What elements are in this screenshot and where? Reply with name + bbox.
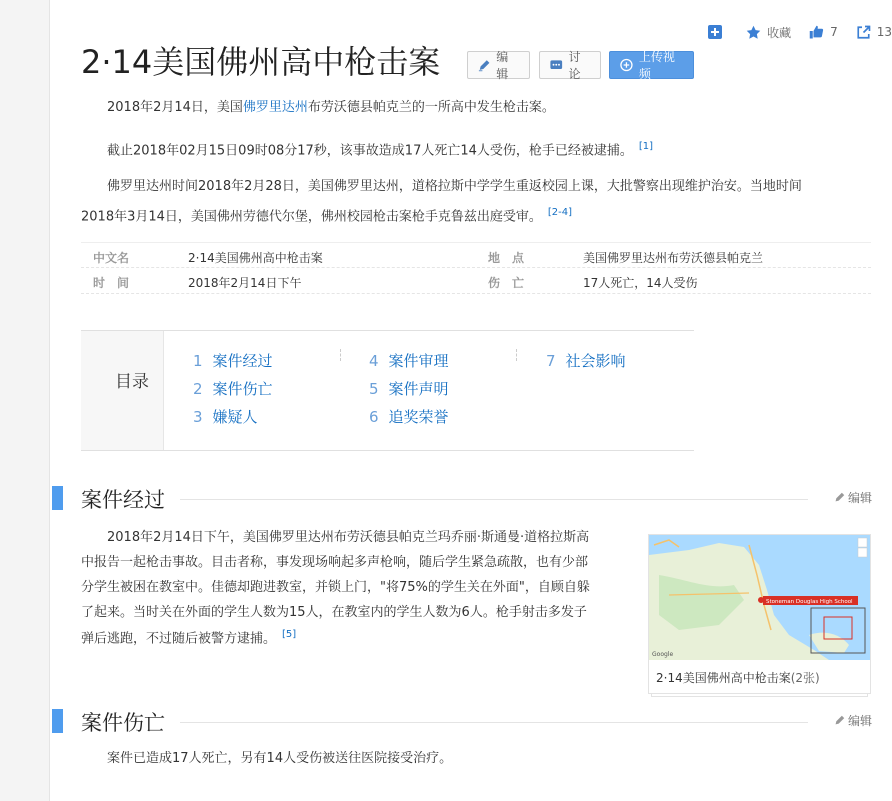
intro-paragraph-3-cont (81, 200, 856, 230)
map-image (649, 535, 870, 660)
star-icon (746, 25, 761, 40)
text-line: 了起来。当时关在外面的学生人数为15人，在教室内的学生人数为6人。枪手射击多发子 (81, 605, 587, 620)
collect-button[interactable] (746, 24, 791, 41)
upload-label: 上传视频 (638, 50, 675, 81)
toc-label-text: 社会影响 (565, 352, 626, 370)
section-edit-label: 编辑 (847, 714, 872, 728)
toc-num: 4 (369, 352, 379, 370)
map-logo: Google (652, 651, 674, 658)
upload-video-button[interactable] (609, 51, 694, 79)
intro-paragraph-3 (81, 174, 856, 200)
image-card[interactable] (648, 534, 871, 694)
info-value: 2018年2月14日下午 (188, 276, 302, 290)
map-marker-label: Stoneman Douglas High School (766, 599, 853, 605)
toc-item[interactable] (193, 406, 258, 427)
section1-paragraph (81, 525, 626, 551)
florida-link[interactable]: 佛罗里达州 (242, 100, 308, 115)
info-key: 地 点 (488, 251, 525, 265)
toc-label-text: 追奖荣誉 (388, 408, 449, 426)
section1-paragraph-line (81, 575, 626, 601)
intro-paragraph-1 (81, 95, 856, 121)
toc-label-box (81, 331, 164, 450)
intro-p3-line2: 2018年3月14日，美国佛州劳德代尔堡，佛州校园枪击案枪手克鲁兹出庭受审。 (81, 209, 542, 225)
discuss-label: 讨论 (568, 50, 581, 81)
section1-paragraph-line (81, 622, 626, 652)
toc-num: 3 (193, 408, 203, 426)
section-header-casualties (52, 709, 872, 735)
info-row (81, 268, 871, 294)
image-count: (2张) (790, 671, 820, 685)
info-row (81, 242, 871, 268)
info-value: 美国佛罗里达州布劳沃德县帕克兰 (583, 251, 764, 265)
section2-paragraph (81, 746, 856, 772)
section-edit-label: 编辑 (847, 491, 872, 505)
thumbs-up-icon (809, 25, 824, 40)
section-title: 案件伤亡 (81, 711, 165, 735)
basic-info-table (81, 242, 871, 294)
plus-icon (708, 25, 722, 39)
toc-item[interactable] (369, 350, 449, 371)
toc-item[interactable] (369, 406, 449, 427)
page-title: 2·14美国佛州高中枪击案 (81, 43, 441, 81)
toc-label-text: 案件声明 (388, 380, 449, 398)
info-key: 伤 亡 (488, 276, 525, 290)
toc-label: 目录 (115, 372, 149, 392)
toc-item[interactable] (193, 350, 273, 371)
toc-label-text: 嫌疑人 (212, 408, 258, 426)
section-edit-button[interactable] (834, 489, 872, 506)
section-accent-bar (52, 709, 63, 733)
text-line: 案件已造成17人死亡，另有14人受伤被送往医院接受治疗。 (107, 751, 453, 766)
toc-item[interactable] (546, 350, 626, 371)
toc-item[interactable] (369, 378, 449, 399)
pencil-icon (834, 715, 845, 726)
text-line: 中报告一起枪击事故。目击者称，事发现场响起多声枪响，随后学生紧急疏散，也有少部 (81, 555, 589, 570)
toc-label-text: 案件审理 (388, 352, 449, 370)
section-header-case-process (52, 486, 872, 512)
top-toolbar (690, 22, 892, 42)
left-gutter (0, 0, 50, 801)
info-key: 时 间 (93, 276, 130, 290)
toc-num: 2 (193, 380, 203, 398)
toc-num: 5 (369, 380, 379, 398)
share-icon (856, 25, 871, 40)
toc-num: 1 (193, 352, 203, 370)
reference-5[interactable]: [5] (282, 629, 297, 640)
share-button[interactable] (856, 25, 892, 40)
pencil-icon (834, 492, 845, 503)
section-title: 案件经过 (81, 488, 165, 512)
image-stack-edge (651, 694, 868, 697)
like-button[interactable] (809, 25, 838, 40)
toc-label-text: 案件伤亡 (212, 380, 273, 398)
image-caption-text: 2·14美国佛州高中枪击案 (656, 671, 791, 685)
toc-item[interactable] (193, 378, 273, 399)
section1-paragraph-line (81, 550, 626, 576)
table-of-contents (81, 330, 694, 451)
text-line: 2018年2月14日下午，美国佛罗里达州布劳沃德县帕克兰玛乔丽·斯通曼·道格拉斯高 (107, 530, 590, 545)
toc-label-text: 案件经过 (212, 352, 273, 370)
upload-plus-icon (620, 58, 633, 72)
collect-label: 收藏 (767, 25, 792, 40)
info-key: 中文名 (93, 251, 130, 265)
like-count: 7 (830, 25, 838, 39)
toc-divider (340, 349, 341, 361)
intro-paragraph-2 (81, 134, 856, 164)
intro-p2-text: 截止2018年02月15日09时08分17秒，该事故造成17人死亡14人受伤，枪手已经被逮捕。 (107, 143, 633, 159)
share-count: 13 (876, 25, 892, 39)
section-divider (180, 722, 808, 723)
reference-2-4[interactable]: [2-4] (547, 207, 573, 218)
toc-divider (516, 349, 517, 361)
info-value: 17人死亡，14人受伤 (583, 276, 698, 290)
image-caption (656, 669, 820, 686)
pencil-icon (478, 59, 490, 72)
reference-1[interactable]: [1] (638, 141, 654, 152)
intro-p1-prefix: 2018年2月14日，美国 (107, 100, 243, 115)
toc-num: 6 (369, 408, 379, 426)
edit-button[interactable] (467, 51, 530, 79)
text-line: 弹后逃跑，不过随后被警方逮捕。 (81, 631, 277, 647)
intro-p1-suffix: 布劳沃德县帕克兰的一所高中发生枪击案。 (307, 100, 555, 115)
section-edit-button[interactable] (834, 712, 872, 729)
discuss-button[interactable] (539, 51, 601, 79)
edit-label: 编辑 (496, 50, 509, 81)
info-value: 2·14美国佛州高中枪击案 (188, 251, 323, 265)
section-divider (180, 499, 808, 500)
section-accent-bar (52, 486, 63, 510)
comment-icon (550, 59, 563, 72)
toc-num: 7 (546, 352, 556, 370)
text-line: 分学生被困在教室中。佳德却跑进教室，并锁上门，"将75%的学生关在外面"，自顾自躲 (81, 580, 590, 595)
intro-p3-line1: 佛罗里达州时间2018年2月28日，美国佛罗里达州，道格拉斯中学学生重返校园上课，大批警察出现维护治安。当地时间 (107, 179, 802, 194)
add-button[interactable] (708, 25, 728, 39)
